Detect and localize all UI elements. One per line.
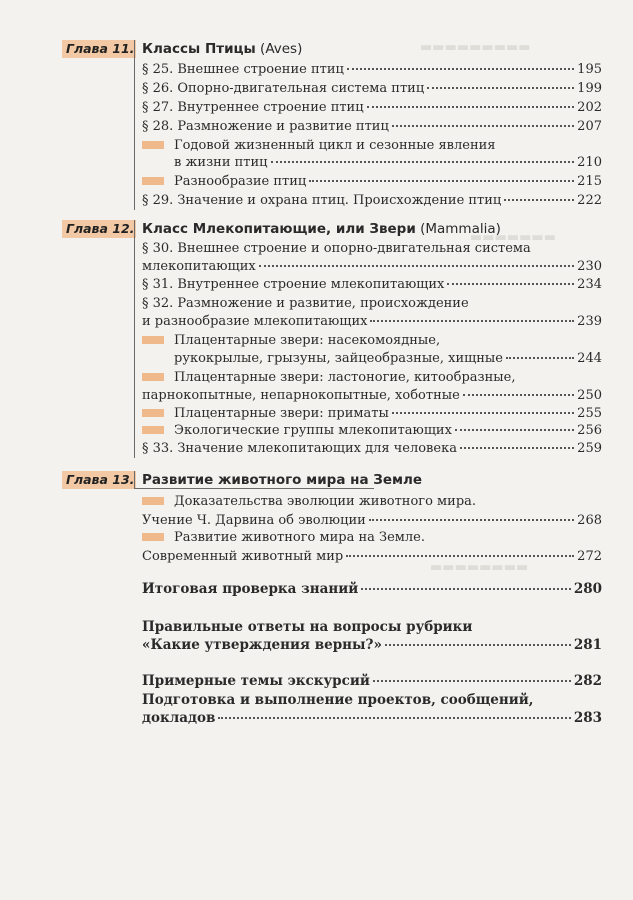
entry-title: Внешнее строение и опорно-двигательная система <box>177 241 531 256</box>
entry-title: Подготовка и выполнение проектов, сообщений, <box>142 692 534 708</box>
toc-entry[interactable] <box>142 173 602 190</box>
chapter-title-text: Класс Млекопитающие, или Звери <box>142 221 416 237</box>
book-page: ▬▬▬▬▬▬▬▬▬ ▬▬▬▬▬▬▬ ▬▬▬▬▬▬▬▬ Глава 11. Классы Птицы (Aves) § 25. Внешнее строение птиц 195 § 26. Опорно-двигательная система птиц 199 § 27. Внутреннее строение птиц 202 § 28. Размножение и развитие птиц 207 Годовой жизненный цикл и сезонные явления в жизни птиц 210 Разнообразие птиц 215 § 29. Значение и охрана птиц. Происхождение птиц 222 Глава 12. Класс Млекопитающие, или Звери (Mammalia) § 30. Внешнее строение и опорно-двигательная система млекопитающих 230 § 31. Внутреннее строение млекопитающих 234 § 32. Размножение и развитие, происхождение и разнообразие млекопитающих 239 Плацентарные звери: насекомоядные, рукокрылые, грызуны, зайцеобразные, хищные 244 Плацентарные звери: ластоногие, китообразные, парнокопытные, непарнокопытные, хоботные 250 Плацентарные звери: приматы 255 Экологические группы млекопитающих 256 § 33. Значение млекопитающих для человека 259 Глава 13. Развитие животного мира на Земле Доказательства эволюции животного мира. Учение Ч. Дарвина об эволюции 268 Развитие животного мира на Земле. Современный животный мир 272 Итоговая проверка знаний 280 Правильные ответы на вопросы рубрики «Какие утверждения верны?» 281 Примерные темы экскурсий 282 Подготовка и выполнение проектов, сообщений, докладов 283 <box>0 0 633 900</box>
entry-title: Внутреннее строение млекопитающих <box>177 277 445 292</box>
entry-title: Размножение и развитие, происхождение <box>177 296 469 311</box>
marker-icon <box>142 497 164 505</box>
toc-entry-line1[interactable] <box>142 692 602 709</box>
toc-entry-line1[interactable] <box>142 137 602 154</box>
page-number: 207 <box>577 119 602 134</box>
toc-entry[interactable] <box>142 581 602 598</box>
chapter-rule <box>134 40 135 210</box>
page-number: 215 <box>577 174 602 189</box>
marker-icon <box>142 336 164 344</box>
toc-entry-line1[interactable] <box>142 529 602 546</box>
section-number: § 33. <box>142 441 174 456</box>
entry-title-cont: докладов <box>142 710 216 726</box>
dot-leader <box>385 644 571 646</box>
toc-entry-line2[interactable] <box>142 350 602 367</box>
dot-leader <box>370 320 574 322</box>
entry-title: Значение млекопитающих для человека <box>177 441 457 456</box>
page-number: 230 <box>577 259 602 274</box>
toc-entry-line2[interactable] <box>142 258 602 275</box>
toc-entry-line2[interactable] <box>142 154 602 171</box>
page-number: 281 <box>573 637 602 653</box>
toc-entry[interactable] <box>142 99 602 116</box>
entry-title: Экологические группы млекопитающих <box>174 423 452 438</box>
toc-entry-line1[interactable] <box>142 619 602 636</box>
toc-entry-line2[interactable] <box>142 387 602 404</box>
marker-icon <box>142 409 164 417</box>
toc-entry-line1[interactable] <box>142 369 602 386</box>
entry-title-cont: Учение Ч. Дарвина об эволюции <box>142 513 366 528</box>
toc-entry-line2[interactable] <box>142 313 602 330</box>
dot-leader <box>259 265 574 267</box>
entry-title: Доказательства эволюции животного мира. <box>174 494 477 509</box>
page-number: 255 <box>577 406 602 421</box>
dot-leader <box>463 394 574 396</box>
toc-entry[interactable] <box>142 61 602 78</box>
chapter-label: Глава 13. <box>62 471 136 489</box>
chapter-title-latin: (Aves) <box>260 41 303 57</box>
dot-leader <box>392 125 574 127</box>
toc-entry-line2[interactable] <box>142 548 602 565</box>
page-number: 280 <box>573 581 602 597</box>
chapter-title <box>142 471 422 489</box>
chapter-title-text: Классы Птицы <box>142 41 256 57</box>
entry-title: Годовой жизненный цикл и сезонные явления <box>174 138 496 153</box>
page-number: 283 <box>573 710 602 726</box>
toc-entry-line2[interactable] <box>142 637 602 654</box>
dot-leader <box>506 357 574 359</box>
page-number: 259 <box>577 441 602 456</box>
toc-entry-line2[interactable] <box>142 512 602 529</box>
entry-title-cont: и разнообразие млекопитающих <box>142 314 368 329</box>
toc-entry[interactable] <box>142 422 602 439</box>
marker-icon <box>142 373 164 381</box>
entry-title: Значение и охрана птиц. Происхождение птиц <box>177 193 502 208</box>
section-number: § 28. <box>142 119 174 134</box>
page-number: 222 <box>577 193 602 208</box>
toc-entry[interactable] <box>142 276 602 293</box>
entry-title-cont: парнокопытные, непарнокопытные, хоботные <box>142 388 460 403</box>
dot-leader <box>369 519 574 521</box>
dot-leader <box>504 199 574 201</box>
entry-title: Разнообразие птиц <box>174 174 307 189</box>
entry-title: Плацентарные звери: насекомоядные, <box>174 333 441 348</box>
entry-title-cont: в жизни птиц <box>174 155 268 170</box>
dot-leader <box>347 68 574 70</box>
toc-entry-line1[interactable] <box>142 240 602 257</box>
marker-icon <box>142 533 164 541</box>
toc-entry[interactable] <box>142 440 602 457</box>
section-number: § 29. <box>142 193 174 208</box>
entry-title-cont: «Какие утверждения верны?» <box>142 637 382 653</box>
chapter-title-text: Развитие животного мира на Земле <box>142 472 423 488</box>
entry-title: Развитие животного мира на Земле. <box>174 530 425 545</box>
toc-entry[interactable] <box>142 80 602 97</box>
toc-entry[interactable] <box>142 673 602 690</box>
dot-leader <box>427 87 574 89</box>
entry-title: Размножение и развитие птиц <box>177 119 389 134</box>
marker-icon <box>142 177 164 185</box>
section-number: § 30. <box>142 241 174 256</box>
entry-title-cont: Современный животный мир <box>142 549 344 564</box>
section-number: § 31. <box>142 277 174 292</box>
chapter-title <box>142 40 302 58</box>
entry-title: Опорно-двигательная система птиц <box>177 81 425 96</box>
dot-leader <box>460 447 574 449</box>
toc-entry[interactable] <box>142 192 602 209</box>
entry-title: Плацентарные звери: приматы <box>174 406 389 421</box>
chapter-rule <box>134 220 135 458</box>
chapter-rule <box>134 471 135 489</box>
dot-leader <box>373 680 571 682</box>
entry-title: Внутреннее строение птиц <box>177 100 364 115</box>
page-number: 256 <box>577 423 602 438</box>
chapter-label: Глава 11. <box>62 40 136 58</box>
toc-entry[interactable] <box>142 405 602 422</box>
section-number: § 26. <box>142 81 174 96</box>
entry-title: Примерные темы экскурсий <box>142 673 370 689</box>
page-number: 210 <box>577 155 602 170</box>
page-number: 234 <box>577 277 602 292</box>
section-number: § 25. <box>142 62 174 77</box>
page-number: 268 <box>577 513 602 528</box>
page-number: 202 <box>577 100 602 115</box>
page-number: 282 <box>573 673 602 689</box>
page-number: 195 <box>577 62 602 77</box>
entry-title: Правильные ответы на вопросы рубрики <box>142 619 473 635</box>
section-number: § 27. <box>142 100 174 115</box>
dot-leader <box>367 106 575 108</box>
toc-entry[interactable] <box>142 118 602 135</box>
dot-leader <box>309 180 574 182</box>
marker-icon <box>142 141 164 149</box>
toc-entry-line2[interactable] <box>142 710 602 727</box>
dot-leader <box>271 161 575 163</box>
dot-leader <box>361 588 571 590</box>
entry-title-cont: рукокрылые, грызуны, зайцеобразные, хищные <box>174 351 503 366</box>
dot-leader <box>346 555 574 557</box>
section-number: § 32. <box>142 296 174 311</box>
toc-entry-line1[interactable] <box>142 295 602 312</box>
page-number: 272 <box>577 549 602 564</box>
toc-entry-line1[interactable] <box>142 332 602 349</box>
chapter-underline <box>134 488 374 489</box>
page-number: 244 <box>577 351 602 366</box>
dot-leader <box>455 429 574 431</box>
page-number: 250 <box>577 388 602 403</box>
chapter-label: Глава 12. <box>62 220 136 238</box>
chapter-title-latin: (Mammalia) <box>420 221 501 237</box>
entry-title: Итоговая проверка знаний <box>142 581 359 597</box>
dot-leader <box>392 412 574 414</box>
dot-leader <box>218 717 570 719</box>
dot-leader <box>447 283 574 285</box>
entry-title-cont: млекопитающих <box>142 259 256 274</box>
page-number: 239 <box>577 314 602 329</box>
chapter-title <box>142 220 501 238</box>
toc-entry-line1[interactable] <box>142 493 602 510</box>
entry-title: Плацентарные звери: ластоногие, китообразные, <box>174 370 516 385</box>
marker-icon <box>142 426 164 434</box>
page-number: 199 <box>577 81 602 96</box>
entry-title: Внешнее строение птиц <box>177 62 344 77</box>
